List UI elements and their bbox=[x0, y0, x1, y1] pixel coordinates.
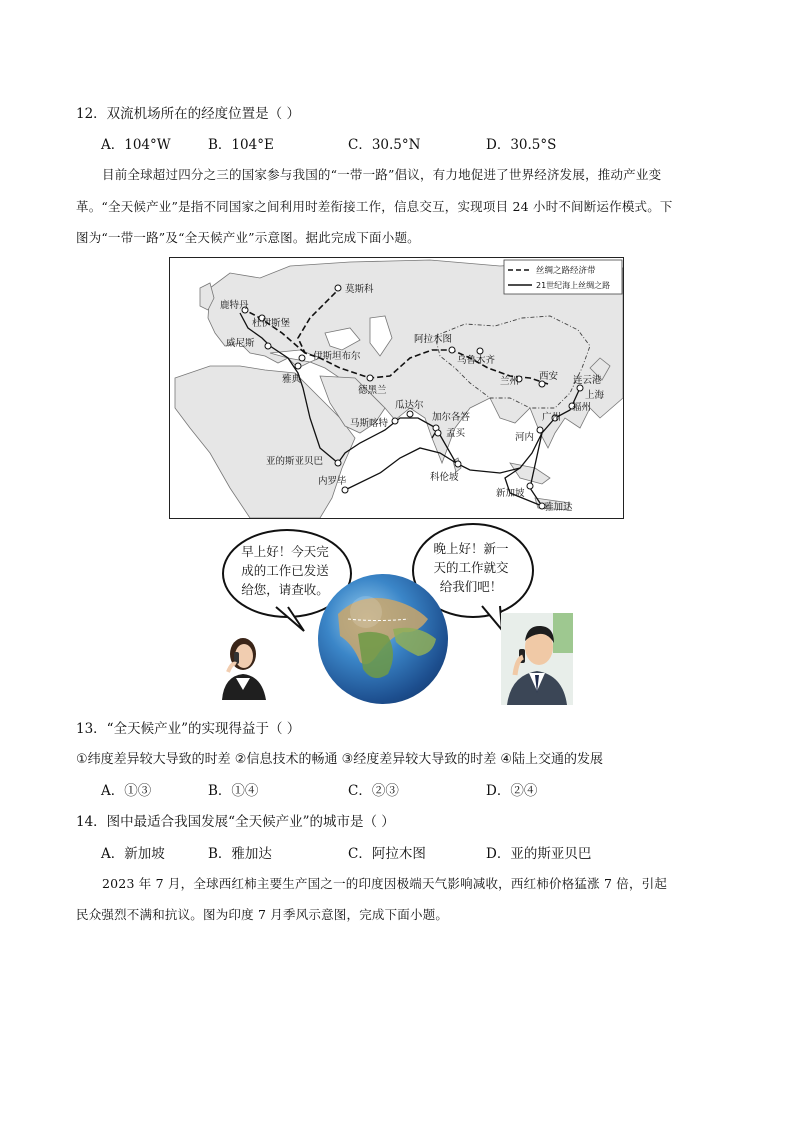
q13-choices: ①纬度差异较大导致的时差 ②信息技术的畅通 ③经度差异较大导致的时差 ④陆上交通的发展 bbox=[76, 752, 604, 767]
q13-option-c: C．②③ bbox=[348, 783, 399, 799]
legend-sea-route: 21世纪海上丝绸之路 bbox=[536, 281, 611, 290]
q12-option-c: C．30.5°N bbox=[348, 137, 421, 153]
city-muscat: 马斯喀特 bbox=[350, 418, 389, 429]
q14-option-a: A．新加坡 bbox=[101, 846, 165, 862]
city-gwadar: 瓜达尔 bbox=[395, 400, 424, 411]
city-guangzhou: 广州 bbox=[542, 412, 562, 423]
city-moscow: 莫斯科 bbox=[345, 284, 374, 295]
city-nairobi: 内罗毕 bbox=[318, 476, 347, 487]
city-istanbul: 伊斯坦布尔 bbox=[313, 351, 361, 362]
question-12-stem: 12．双流机场所在的经度位置是（ ） bbox=[76, 106, 300, 122]
intro-line-3: 图为“一带一路”及“全天候产业”示意图。据此完成下面小题。 bbox=[76, 230, 420, 245]
belt-and-road-map bbox=[169, 257, 624, 519]
city-singapore: 新加坡 bbox=[496, 488, 525, 499]
city-rotterdam: 鹿特丹 bbox=[220, 300, 249, 311]
city-duisburg: 杜伊斯堡 bbox=[252, 318, 291, 329]
city-athens: 雅典 bbox=[282, 374, 302, 385]
question-13-stem: 13．“全天候产业”的实现得益于（ ） bbox=[76, 721, 301, 737]
right-bubble-text: 晚上好！新一 天的工作就交 给我们吧！ bbox=[433, 541, 509, 594]
man-on-phone-image bbox=[501, 613, 573, 705]
q14-option-b: B．雅加达 bbox=[208, 846, 272, 862]
city-mumbai: 孟买 bbox=[446, 428, 466, 439]
earth-globe-image bbox=[318, 574, 448, 704]
city-fuzhou: 福州 bbox=[572, 402, 592, 413]
city-colombo: 科伦坡 bbox=[430, 472, 459, 483]
outro-line-2: 民众强烈不满和抗议。图为印度 7 月季风示意图，完成下面小题。 bbox=[76, 907, 449, 922]
city-hanoi: 河内 bbox=[515, 432, 535, 443]
question-14-stem: 14．图中最适合我国发展“全天候产业”的城市是（ ） bbox=[76, 814, 395, 830]
city-almaty: 阿拉木图 bbox=[414, 334, 453, 345]
city-addis-ababa: 亚的斯亚贝巴 bbox=[266, 456, 324, 467]
city-xian: 西安 bbox=[539, 371, 559, 382]
q12-option-b: B．104°E bbox=[208, 137, 274, 153]
woman-on-phone-image bbox=[214, 628, 272, 700]
intro-line-2: 革。“全天候产业”是指不同国家之间利用时差衔接工作，信息交互，实现项目 24 小时不间断运作模式。下 bbox=[76, 199, 673, 214]
city-venice: 威尼斯 bbox=[226, 338, 255, 349]
city-jakarta: 雅加达 bbox=[544, 502, 573, 513]
intro-line-1: 目前全球超过四分之三的国家参与我国的“一带一路”倡议，有力地促进了世界经济发展，推动产业变 bbox=[102, 167, 662, 182]
outro-line-1: 2023 年 7 月，全球西红柿主要生产国之一的印度因极端天气影响减收，西红柿价格猛涨 7 倍，引起 bbox=[102, 876, 668, 891]
q14-option-d: D．亚的斯亚贝巴 bbox=[486, 846, 592, 862]
q14-option-c: C．阿拉木图 bbox=[348, 846, 426, 862]
left-bubble-text: 早上好！今天完 成的工作已发送 给您，请查收。 bbox=[241, 544, 329, 597]
city-lanzhou: 兰州 bbox=[500, 376, 520, 387]
city-lianyungang: 连云港 bbox=[573, 375, 602, 386]
left-bubble-tail bbox=[270, 605, 310, 635]
city-tehran: 德黑兰 bbox=[358, 385, 387, 396]
q13-option-b: B．①④ bbox=[208, 783, 259, 799]
legend-land-route: 丝绸之路经济带 bbox=[536, 266, 596, 276]
q12-option-a: A．104°W bbox=[101, 137, 171, 153]
q13-option-d: D．②④ bbox=[486, 783, 538, 799]
q13-option-a: A．①③ bbox=[101, 783, 152, 799]
city-kolkata: 加尔各答 bbox=[432, 412, 471, 423]
city-shanghai: 上海 bbox=[585, 390, 605, 401]
city-urumqi: 乌鲁木齐 bbox=[457, 355, 496, 366]
q12-option-d: D．30.5°S bbox=[486, 137, 557, 153]
